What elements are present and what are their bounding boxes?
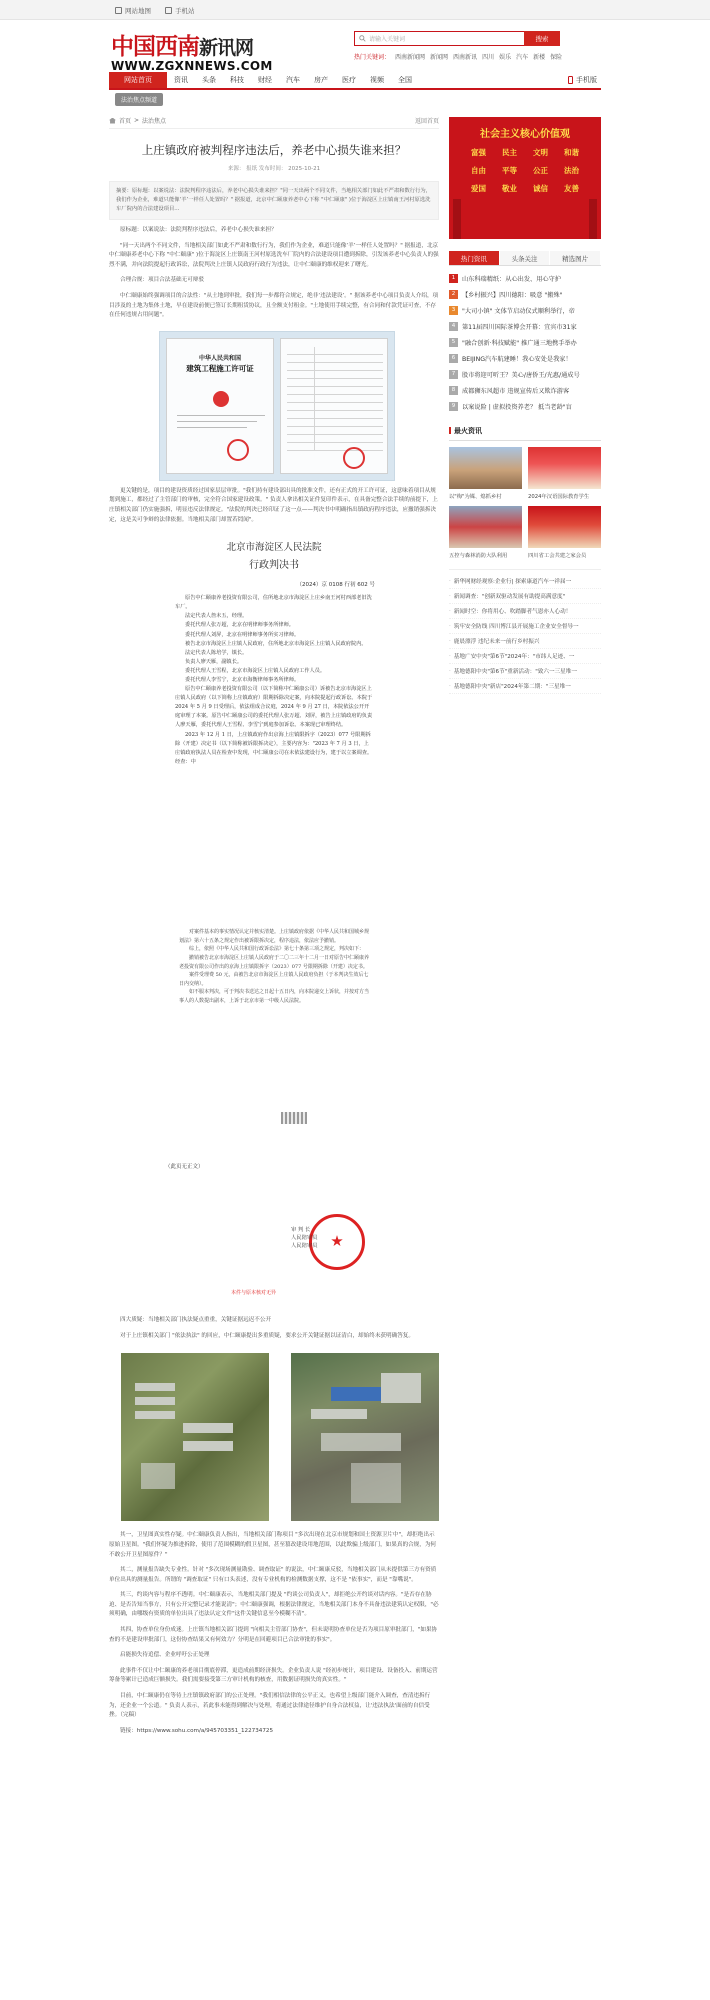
home-icon	[109, 118, 116, 124]
list-item[interactable]: 2 【乡村振兴】四川德阳：吸意 "搬殊"	[449, 286, 601, 302]
article	[109, 117, 439, 1736]
judgment-line: 委托代理人李雪宁，北京市海衡律师事务所律师。	[185, 676, 300, 683]
sub-nav	[109, 93, 601, 107]
main-nav	[109, 72, 601, 90]
judgment-line: 如不服本判决，可于判决书送达之日起十五日内，向本院递交上诉状，并按对方当事人的人数提出副本，上诉于北京市第一中级人民法院。	[179, 989, 370, 1004]
list-item[interactable]: · 基地德阳中央"第6节"重新活动："致六一三星堆一	[449, 664, 601, 679]
breadcrumb-sep: >	[134, 117, 140, 124]
phone-icon	[165, 7, 172, 14]
article-paragraph: 此事件不仅让中仁颐康的养老项目彻底停滞，更造成前期经济损失。企业负责人说 "经初步统计，项目建设、设备投入、前期运营筹备等累计已造成巨额损失。我们需要接受第三方审计机构的核查，用数据证明损失的真实性。"	[109, 1667, 438, 1684]
sitemap-link[interactable]	[115, 6, 151, 15]
case-number: （2024）京 0108 行初 602 号	[296, 582, 375, 589]
core-value: 富强	[471, 148, 486, 157]
court-name: 北京市海淀区人民法院	[226, 542, 322, 554]
list-item[interactable]: 4 第11届四川国际茶博会开幕：宜宾市31家	[449, 318, 601, 334]
hot-keyword[interactable]: 西南新闻网	[395, 54, 426, 61]
phone-icon	[568, 76, 573, 84]
list-item[interactable]: · 基地德阳中央"新店"2024年第二期："三星堆一	[449, 679, 601, 694]
judgment-doctype: 行政判决书	[249, 560, 299, 572]
nav-item-auto[interactable]: 汽车	[286, 76, 300, 84]
nav-item-medical[interactable]: 医疗	[342, 76, 356, 84]
picture-caption: 四川省工会共建之家会员	[528, 553, 587, 559]
judgment-line: 案件受理费 50 元，由被告北京市海淀区上庄镇人民政府负担（于本判决生效后七日内交纳）。	[179, 972, 369, 987]
search-input[interactable]	[354, 31, 524, 46]
list-item[interactable]: 5 "融合创新·科技赋能" 推广通三地携手举办	[449, 334, 601, 350]
article-paragraph: 合理合规：项目合法基础无可辩驳	[120, 277, 204, 284]
judgment-line: 负责人廖天雁，副镇长。	[185, 658, 243, 665]
list-item[interactable]: · 鹿晨漂浮 违纪未来一前行乡村振兴	[449, 634, 601, 649]
core-value: 敬业	[502, 184, 517, 193]
list-item[interactable]: 8 成都狮东风超市 违规宣传后又欺诈游客	[449, 382, 601, 398]
hot-keyword[interactable]: 新闻网	[430, 54, 449, 61]
core-value: 和谐	[564, 148, 579, 157]
satellite-image-1	[121, 1353, 269, 1521]
core-value: 法治	[564, 166, 579, 175]
judgment-line: 被告北京市海淀区上庄镇人民政府，住所地北京市海淀区上庄镇人民政府院内。	[185, 640, 367, 647]
judge-signatures	[291, 1226, 318, 1250]
permit-right-page	[280, 338, 388, 474]
article-paragraph: 启能损失待追偿、企业呼吁公正处理	[120, 1652, 210, 1659]
nav-item-house[interactable]: 房产	[314, 76, 328, 84]
search-icon	[359, 35, 366, 42]
article-paragraph: 原标题：以案说法：法院判程序违法后，养老中心损失谁来担？	[120, 227, 277, 233]
tab-featured-images[interactable]: 精选图片	[550, 251, 601, 265]
search-button[interactable]: 搜索	[524, 31, 560, 46]
hot-keyword[interactable]: 汽车	[516, 54, 529, 61]
channel-pill[interactable]: 法治焦点频道	[115, 93, 163, 106]
nav-item-finance[interactable]: 财经	[258, 76, 272, 84]
article-meta: 来源： 报纸 发布时间： 2025-10-21	[227, 166, 321, 172]
breadcrumb-section[interactable]: 法治焦点	[142, 118, 167, 125]
search-bar	[354, 31, 560, 46]
list-item[interactable]: · 筑牢安全防线 四川博江县开展施工企业安全督导一	[449, 619, 601, 634]
nav-item-tech[interactable]: 科技	[230, 76, 244, 84]
rss-icon	[115, 7, 122, 14]
list-item[interactable]: 6 BEIJING汽车航建睡！我心安处是我家！	[449, 350, 601, 366]
nav-item-video[interactable]: 视频	[370, 76, 384, 84]
back-home-link[interactable]: 返回首页	[414, 118, 439, 125]
nav-mobile-link[interactable]	[568, 72, 601, 88]
list-item[interactable]: 9 以案说险 | 虚拟投资养老？ 抵当老龄"盲	[449, 398, 601, 414]
hot-keywords-label: 热门关键词：	[354, 54, 391, 61]
blank-page-note: （此页无正文）	[165, 1164, 204, 1171]
banner-title: 社会主义核心价值观	[480, 129, 570, 140]
article-title: 上庄镇政府被判程序违法后，养老中心损失谁来担？	[141, 143, 407, 157]
red-seal-icon	[227, 439, 249, 461]
logo-cn-b: 新讯网	[199, 37, 254, 59]
list-item[interactable]: · 新闻调查："创新双驱动发展有助提高满意度"	[449, 589, 601, 604]
search-placeholder: 请输入关键词	[369, 36, 406, 43]
article-paragraph: 更关键的是，项目的建设资质经过国家层层审批。"我们持有建设部出具的批准文件，还有正式的开工许可证，这意味着项目从规划到施工，都经过了主管部门的审核，完全符合国家建设政策。" 负责人拿出相关证件复印件表示，在具备完整合法手续的前提下，上庄镇相关部门仍实施强拆，明显违反法律规定。"法院的判决已经印证了这一点——判决书中明确指出镇政府程序违法，应撤销强拆决定，这是关可争辩的法律依据。当地相关部门却置若罔闻"。	[109, 487, 438, 523]
hot-keyword[interactable]: 四川	[482, 54, 495, 61]
judge-role: 审 判 长	[291, 1227, 311, 1234]
article-paragraph: 目前，中仁颐康仍在等待上庄镇镇政府部门的公正处理。"我们相信法律的公平正义，也希望上级部门能介入调查，查清违拆行为，还企业一个公道。" 负责人表示，若此事未能得到解决与处理，将通过法律途径维护自身合法权益，让'违法执法'面前的自信受挫。（完稿）	[109, 1693, 431, 1719]
latest-news-title: 最火资讯	[449, 426, 601, 441]
list-item[interactable]: 7 股市将迎可听王？美心/唐侨王/光惠/通成号	[449, 366, 601, 382]
nav-mobile-label: 手机版	[576, 76, 597, 84]
breadcrumb-home[interactable]: 首页	[119, 118, 132, 125]
list-item[interactable]: · 基地广安中央"第6节"2024年："市纬人足迹、一	[449, 649, 601, 664]
article-paragraph: 中仁颐康始终强调项目的合法性："从土地到审批，我们每一步都符合规定，绝非‘违法建设’。" 据该养老中心项目负责人介绍，项目涉及的土地为集体土地，早在建设前便已签订长期租赁协议，且全额支付租金。"土地使用手续完整，有合同和付款凭证可查，不存在任何违规占用问题"。	[109, 292, 439, 319]
hot-news-list	[449, 270, 601, 414]
news-picture[interactable]	[528, 447, 601, 500]
judgment-line: 对案件基本的事实情况认定并核实清楚。上庄镇政府依据《中华人民共和国城乡规划法》第六十五条之规定作出被诉限拆决定，程序违法，依法应予撤销。	[179, 929, 370, 944]
sitemap-label: 网站地图	[125, 6, 151, 15]
judgment-line: 撤销被告北京市海淀区上庄镇人民政府于二〇二三年十二月一日对原告中仁颐康养老投资有限公司作出的京海上庄镇限拆字（2023）077 号限期拆除（开建）决定书。	[179, 954, 370, 970]
nav-item-national[interactable]: 全国	[398, 76, 412, 84]
nav-item-headline[interactable]: 头条	[202, 76, 216, 84]
mobile-site-label: 手机站	[175, 6, 195, 15]
logo-en: WWW.ZGXNNEWS.COM	[111, 59, 273, 73]
mobile-site-link[interactable]	[165, 6, 195, 15]
court-judgment-page-2	[161, 918, 387, 1104]
article-paragraph: 四大质疑：当地相关部门执法疑点重重，关键证据远迟不公开	[120, 1317, 272, 1324]
nav-item-home[interactable]: 网站首页	[109, 72, 167, 88]
article-abstract: 摘要：原标题：以案说法：法院判程序违法后，养老中心损失谁来担？"同一天出两个不同文件，当地相关部门如此不严肃和数行行为，我们作为企业，难道只能像‘羊’一样任人处置吗？" 据报道，北京中仁颐康养老中心下称 "中仁颐康" )位于海淀区上庄镇南王河村原选洗车厂院内的合法建设项目...	[109, 181, 439, 220]
judgment-line: 法定代表人陈培学，镇长。	[185, 649, 248, 656]
hot-keyword[interactable]: 西南新讯	[453, 54, 478, 61]
core-values-banner[interactable]	[449, 117, 601, 239]
permit-title-1: 中华人民共和国	[198, 354, 241, 362]
sidebar-tabs	[449, 251, 601, 266]
hot-keyword[interactable]: 新楼	[533, 54, 546, 61]
satellite-image-2	[291, 1353, 439, 1521]
picture-caption: 以"梅"为媒、熄抓乡村	[449, 494, 502, 500]
core-value: 平等	[502, 166, 517, 175]
nav-item-news[interactable]: 资讯	[174, 76, 188, 84]
judgment-line: 法定代表人詹未五，经理。	[185, 613, 248, 620]
qr-code-icon	[281, 1112, 307, 1124]
picture-caption: 五控与森林消防大队利用	[449, 553, 508, 559]
core-value: 自由	[471, 166, 486, 175]
news-picture[interactable]	[528, 506, 601, 559]
judgment-line: 委托代理人王雪程，北京市海淀区上庄镇人民政府工作人员。	[185, 667, 326, 674]
hot-keywords	[354, 52, 562, 61]
article-paragraph: 其一，卫星图真实性存疑。中仁颐康负责人指出，当地相关部门称项目 "多次出现在北京市规划和国土资源卫片中"，却拒绝出示原始卫星图。"我们怀疑为推进拆除，使用了范围模糊的假卫星图，甚至篡改建设用地范围，以此欺骗上级部门，如果真的合规，为何不敢公开卫星图原件？"	[109, 1532, 437, 1558]
judge-role: 人民陪审员	[291, 1243, 318, 1250]
satellite-images	[121, 1353, 439, 1521]
article-paragraph: 其三，约谈内容与程序不透明。中仁颐康表示，当地相关部门提及 "约谈公司负责人"，却拒绝公开约谈对话内容。"是否存在胁迫、是否告知当事方，只有公开完整记录才能说清"；中仁颐康强调，根据法律规定，当地相关部门本身不具备违法建筑认定权限，"必须明确，由哪级有资质的单位出具了违法认定文件"这件关键信息至今模糊不清"。	[109, 1592, 439, 1618]
judgment-line: 综上，依照《中华人民共和国行政诉讼法》第七十条第三项之规定，判决如下：	[189, 946, 365, 953]
article-paragraph: 其二，测量报告缺失专业性。针对 "多次现场测量勘验、调查取证" 的说法，中仁颐康反驳，当地相关部门从未提供第三方有资质单位出具的测量报告。所谓的 "调查取证" 只有口头表述，没有专业机构的检测数据支撑，这不是 "依事实"，而是 "靠嘴说"。	[109, 1567, 437, 1583]
core-value: 爱国	[471, 184, 486, 193]
national-emblem-icon	[213, 391, 229, 407]
core-value: 民主	[502, 148, 517, 157]
core-value: 友善	[564, 184, 579, 193]
list-item[interactable]: · 新闻时空：你将用心、吹踏脚者气恩亦人心动！	[449, 604, 601, 619]
article-paragraph: "同一天出两个不同文件，当地相关部门如此不严肃和数行行为，我们作为企业，难道只能像‘羊’一样任人处置吗？" 据报道，北京中仁颐康养老中心下称 "中仁颐康" )位于海淀区上庄镇南王河村原选洗车厂院内的合法建设项目遭到拆除，引发该养老中心负责人的强烈不满，并向法院提起行政诉讼，法院判决上庄镇人民政府行政行为违法，让中仁颐康的维权迎来了曙光。	[109, 242, 439, 268]
verified-stamp: 本件与原本核对无异	[231, 1290, 277, 1297]
article-paragraph: 对于上庄镇相关部门 "依法执法" 的回应，中仁颐康提出多重质疑，要求公开关键证据以证清白，却始终未获明确答复。	[120, 1332, 414, 1339]
core-value: 公正	[533, 166, 548, 175]
red-seal-icon	[343, 447, 365, 469]
permit-image	[109, 331, 439, 481]
tab-headline-focus[interactable]: 头条关注	[500, 251, 551, 265]
judgment-line: 委托代理人刘屏，北京在明律师事务所实习律师。	[185, 631, 300, 638]
site-header	[109, 20, 601, 72]
permit-left-page	[166, 338, 274, 474]
list-item[interactable]: 3 "大司小镇" 文体节启动仪式顺利举行，帝	[449, 302, 601, 318]
top-strip	[0, 0, 710, 20]
picture-caption: 2024年汉语国际教育学生	[528, 494, 590, 500]
hot-keyword[interactable]: 娱乐	[499, 54, 512, 61]
list-item[interactable]: 1 山东科瑞精纸：从心出发、用心守护	[449, 270, 601, 286]
judgment-line: 原告中仁颐康养老投资有限公司，住所地北京市海淀区上庄乡南王河村西部老旧洗车厂。	[175, 595, 372, 611]
judgment-line: 委托代理人张万超，北京在明律师事务所律师。	[185, 622, 294, 629]
news-picture[interactable]	[449, 447, 522, 500]
tab-hot-news[interactable]: 热门资讯	[449, 251, 500, 265]
article-paragraph: 其四，协查单位身份成迷。上庄镇当地相关部门提到 "向相关主管部门协查"，但未说明协查单位是否为项目原审批部门，"如果协查的不是建设审批部门，这份协查结果又有何效力？分明是在回避项目已合法审批的事实"。	[109, 1627, 438, 1643]
core-value: 诚信	[533, 184, 548, 193]
source-link[interactable]: 链接：https://www.sohu.com/a/945703351_122734725	[120, 1727, 274, 1734]
news-picture[interactable]	[449, 506, 522, 559]
core-value: 文明	[533, 148, 548, 157]
court-judgment-page-3	[161, 1108, 387, 1308]
breadcrumb	[109, 117, 439, 129]
site-logo[interactable]	[111, 28, 273, 73]
court-judgment-page-1	[161, 539, 387, 914]
permit-title-2: 建筑工程施工许可证	[186, 363, 254, 373]
latest-news-pictures	[449, 447, 601, 559]
judgment-line: 原告中仁颐康养老投资有限公司（以下简称中仁颐康公司）诉被告北京市海淀区上庄镇人民政府（以下简称上庄镇政府）限期拆除决定案，向本院提起行政诉讼。本院于 2024 年 5 月 9 日受理后，依法组成合议庭，2024 年 9 月 27 日，本院依法公开开庭审理了本案。原告中仁颐康公司的委托代理人张万超、刘屏，被告上庄镇政府的负责人廖天雁，委托代理人王雪程、李雪宁到庭参加诉讼。本案现已审理终结。	[175, 686, 373, 729]
hot-keyword[interactable]: 保险	[550, 54, 563, 61]
news-text-list	[449, 569, 601, 694]
logo-cn-a: 中国西南	[111, 33, 199, 60]
list-item[interactable]: · 新华网财经观察:企业行| 探索康道汽车一祥届一	[449, 574, 601, 589]
judge-role: 人民陪审员	[291, 1235, 318, 1242]
judgment-line: 2023 年 12 月 1 日，上庄镇政府作出京海上庄镇限拆字（2023）077 号限期拆除（开建）决定书（以下简称被诉限拆决定），主要内容为："2023 年 7 月 3 日，上庄镇政府执法人员在检查中发现，中仁颐康公司在未依法建设行为，建于以立案调查。经查：中	[175, 731, 373, 765]
sidebar	[449, 117, 601, 694]
